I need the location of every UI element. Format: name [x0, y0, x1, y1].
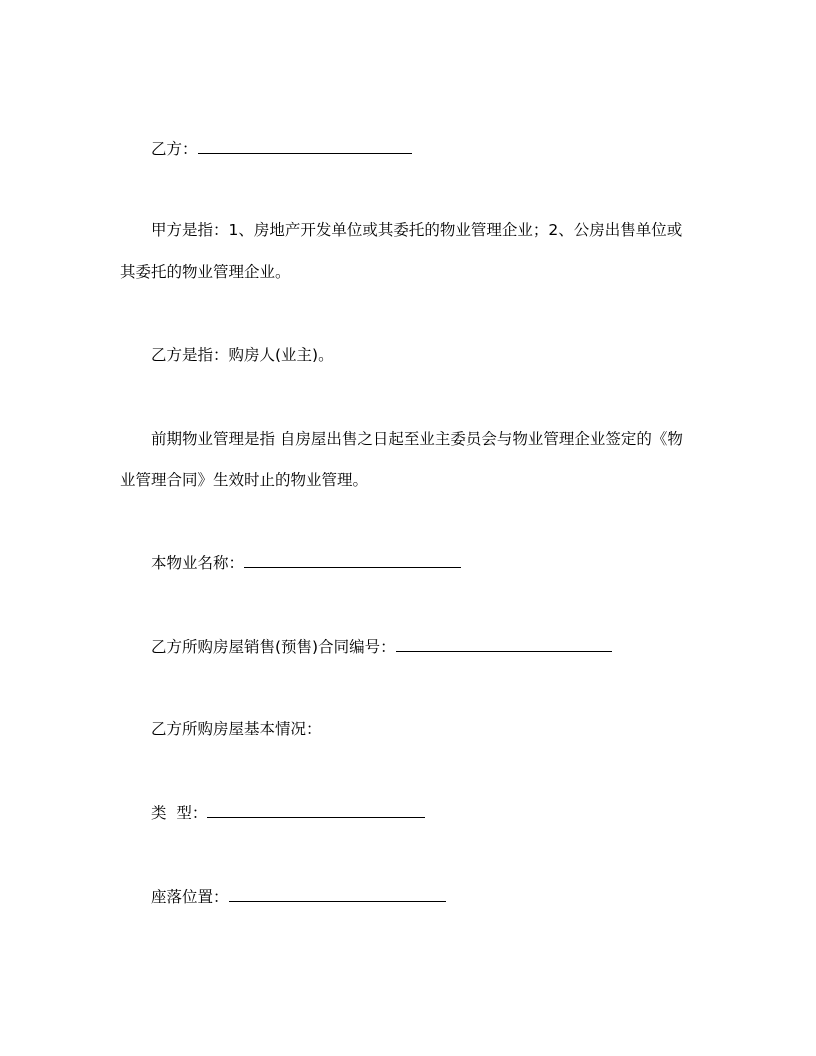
location-blank: [229, 887, 446, 902]
property-name-line: [151, 553, 461, 573]
type-blank: [207, 803, 425, 818]
party-b-line: [151, 139, 412, 159]
contract-number-blank: [396, 637, 612, 652]
location-label: 座落位置：: [151, 888, 229, 906]
contract-number-label: 乙方所购房屋销售(预售)合同编号：: [151, 638, 396, 656]
pre-management-definition-line1: 前期物业管理是指 自房屋出售之日起至业主委员会与物业管理企业签定的《物: [151, 430, 683, 448]
property-name-label: 本物业名称：: [151, 554, 245, 572]
party-b-label: 乙方：: [151, 140, 198, 158]
party-a-definition-line2: 其委托的物业管理企业。: [120, 263, 291, 281]
contract-number-line: [151, 637, 612, 657]
house-basic-info-label: 乙方所购房屋基本情况：: [151, 720, 322, 738]
property-name-blank: [244, 553, 461, 568]
location-line: [151, 887, 446, 907]
type-label: 类 型：: [151, 804, 208, 822]
party-a-definition-line1: 甲方是指：1、房地产开发单位或其委托的物业管理企业；2、公房出售单位或: [151, 221, 683, 239]
party-b-definition: 乙方是指：购房人(业主)。: [151, 346, 334, 364]
pre-management-definition-line2: 业管理合同》生效时止的物业管理。: [120, 471, 369, 489]
type-line: [151, 803, 425, 823]
party-b-blank: [198, 139, 412, 154]
